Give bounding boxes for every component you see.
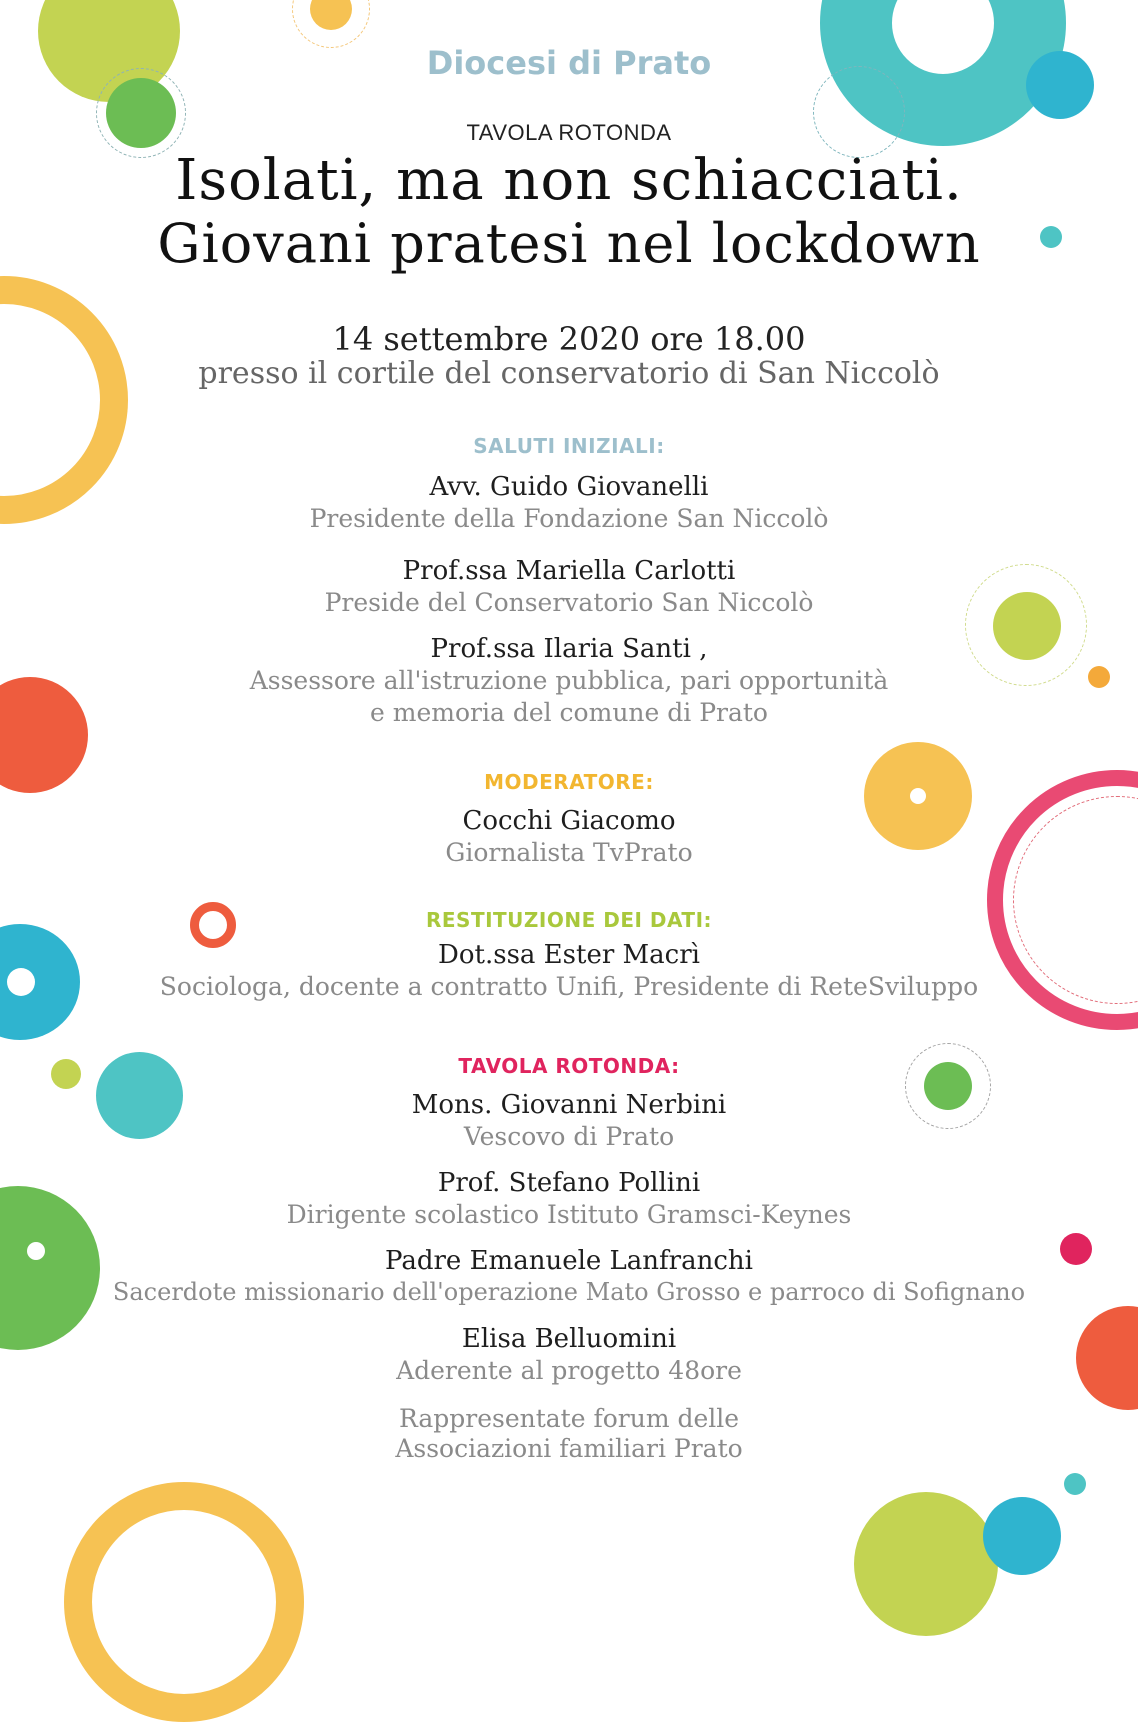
speaker-name: Prof.ssa Mariella Carlotti — [402, 556, 736, 586]
speaker-role: Giornalista TvPrato — [445, 838, 693, 867]
yellow-ring-decoration — [64, 1482, 304, 1722]
event-date-time: 14 settembre 2020 ore 18.00 — [332, 320, 806, 358]
speaker-role: Aderente al progetto 48ore — [396, 1356, 742, 1385]
event-venue: presso il cortile del conservatorio di San Niccolò — [198, 356, 940, 391]
speaker-name: Mons. Giovanni Nerbini — [411, 1090, 727, 1120]
teal-dot-decoration — [1064, 1473, 1086, 1495]
speaker-name: Avv. Guido Giovanelli — [429, 472, 709, 502]
blue-circle-decoration — [983, 1497, 1061, 1575]
section-heading-tavola-rotonda: TAVOLA ROTONDA: — [458, 1054, 680, 1078]
speaker-name: Prof. Stefano Pollini — [437, 1168, 701, 1198]
speaker-role: Dirigente scolastico Istituto Gramsci-Keynes — [286, 1200, 852, 1229]
speaker-name: Padre Emanuele Lanfranchi — [385, 1246, 753, 1276]
title-line-2: Giovani pratesi nel lockdown — [157, 212, 981, 275]
speaker-role: Sacerdote missionario dell'operazione Mato Grosso e parroco di Sofignano — [112, 1278, 1026, 1306]
section-heading-saluti: SALUTI INIZIALI: — [473, 434, 665, 458]
speaker-name: Cocchi Giacomo — [462, 806, 676, 836]
speaker-role: Presidente della Fondazione San Niccolò — [309, 504, 829, 533]
section-heading-restituzione: RESTITUZIONE DEI DATI: — [425, 908, 713, 932]
speaker-name: Prof.ssa Ilaria Santi , — [430, 634, 708, 664]
speaker-role-continued: Associazioni familiari Prato — [395, 1434, 743, 1463]
event-type-label: TAVOLA ROTONDA — [466, 120, 672, 145]
speaker-role: Sociologa, docente a contratto Unifi, Presidente di ReteSviluppo — [159, 972, 979, 1001]
speaker-name: Dot.ssa Ester Macrì — [438, 940, 700, 970]
title-line-1: Isolati, ma non schiacciati. — [175, 148, 963, 213]
speaker-name: Elisa Belluomini — [461, 1324, 677, 1354]
speaker-role: Assessore all'istruzione pubblica, pari opportunità — [249, 666, 889, 695]
speaker-role-continued: Rappresentate forum delle — [398, 1404, 740, 1433]
organization-name: Diocesi di Prato — [426, 44, 712, 82]
speaker-role: Preside del Conservatorio San Niccolò — [324, 588, 814, 617]
speaker-role: Vescovo di Prato — [463, 1122, 675, 1151]
section-heading-moderatore: MODERATORE: — [484, 770, 654, 794]
speaker-role-continued: e memoria del comune di Prato — [370, 698, 768, 727]
lime-circle-decoration — [854, 1492, 998, 1636]
